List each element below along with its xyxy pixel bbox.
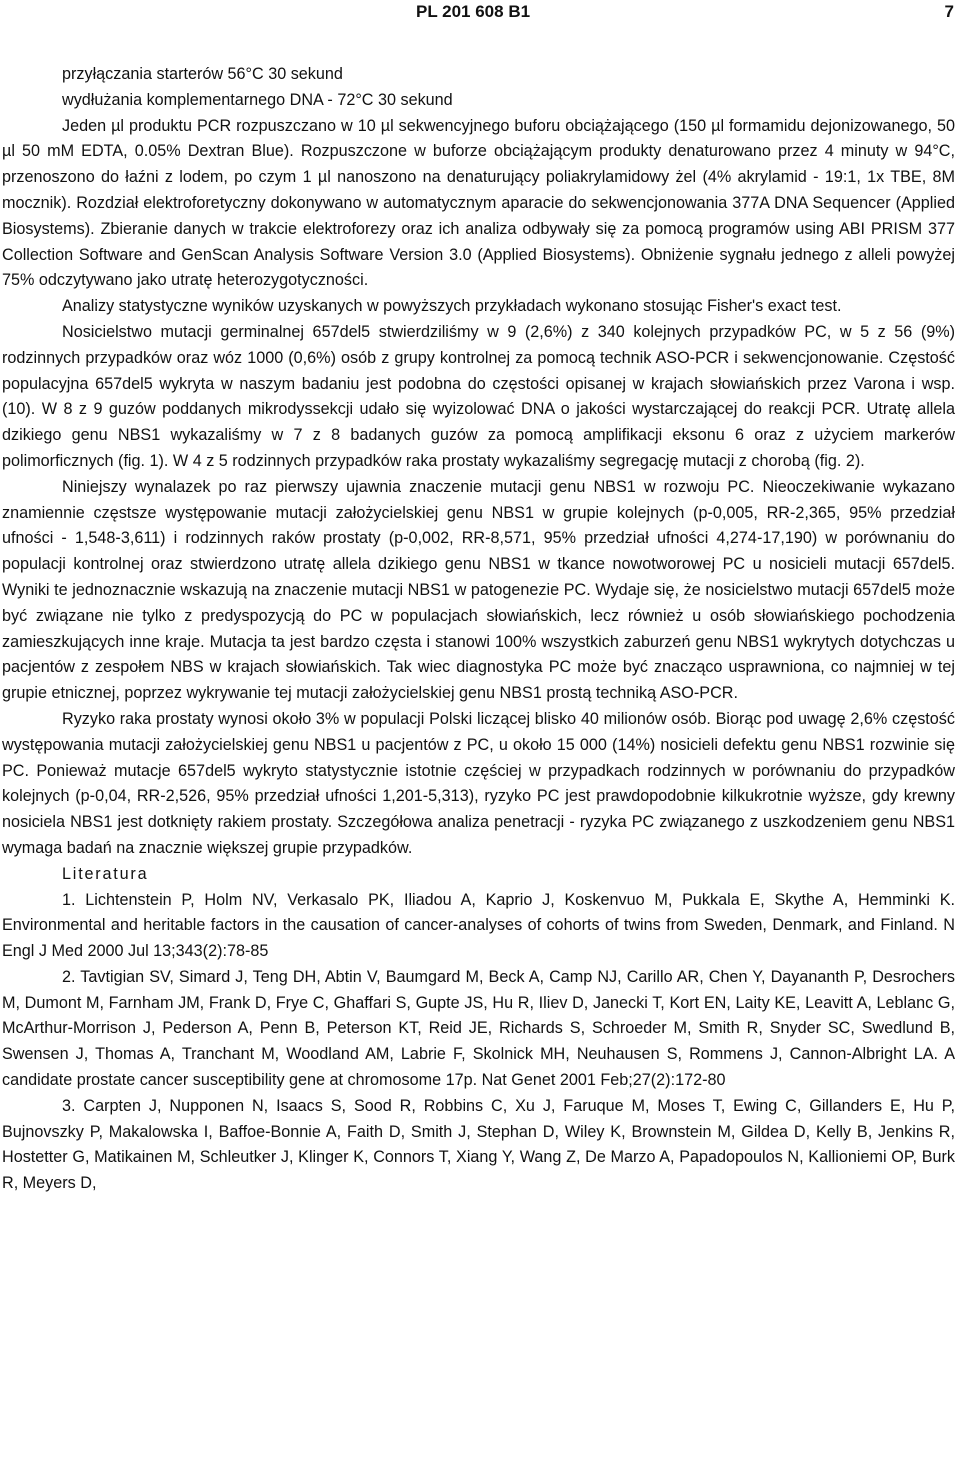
patent-number: PL 201 608 B1	[416, 2, 531, 21]
paragraph-results: Nosicielstwo mutacji germinalnej 657del5 stwierdziliśmy w 9 (2,6%) z 340 kolejnych przypadków PC, w 5 z 56 (9%) rodzinnych przypadków oraz wóz 1000 (0,6%) osób z grupy kontrolnej za pomocą technik ASO-PCR i sekwencjonowanie. Częstość populacyjna 657del5 wykryta w naszym badaniu jest podobna do częstości opisanej w krajach słowiańskich przez Varona i wsp. (10). W 8 z 9 guzów poddanych mikrodyssekcji udało się wyizolować DNA o jakości wystarczającej do reakcji PCR. Utratę allela dzikiego genu NBS1 wykazaliśmy w 7 z 8 badanych guzów za pomocą amplifikacji eksonu 6 oraz z użyciem markerów polimorficznych (fig. 1). W 4 z 5 rodzinnych przypadków raka prostaty wykazaliśmy segregację mutacji z chorobą (fig. 2).	[2, 322, 955, 470]
reference-item: 3. Carpten J, Nupponen N, Isaacs S, Sood R, Robbins C, Xu J, Faruque M, Moses T, Ewing C, Gillanders E, Hu P, Bujnovszky P, Makalowska I, Baffoe-Bonnie A, Faith D, Smith J, Stephan D, Wiley K, Brownstein M, Gildea D, Kelly B, Jenkins R, Hostetter G, Matikainen M, Schleutker J, Klinger K, Connors T, Xiang Y, Wang Z, De Marzo A, Papadopoulos N, Kallioniemi OP, Burk R, Meyers D,	[2, 1096, 955, 1193]
paragraph-sequencing-method: Jeden µl produktu PCR rozpuszczano w 10 µl sekwencyjnego buforu obciążającego (150 µl formamidu dejonizowanego, 50 µl 50 mM EDTA, 0.05% Dextran Blue). Rozpuszczone w buforze obciążającym produkty denaturowano przez 4 minuty w 94°C, przenoszono do łaźni z lodem, po czym 1 µl nanoszono na denaturujący poliakrylamidowy żel (4% akrylamid - 19:1, 1x TBE, 8M mocznik). Rozdział elektroforetyczny dokonywano w automatycznym aparacie do sekwencjonowania 377A DNA Sequencer (Applied Biosystems). Zbieranie danych w trakcie elektroforezy oraz ich analiza odbywały się za pomocą programów using ABI PRISM 377 Collection Software and GenScan Analysis Software Version 3.0 (Applied Biosystems). Obniżenie sygnału jednego z alleli powyżej 75% odczytywano jako utratę heterozygotyczności.	[2, 116, 955, 290]
document-body	[2, 62, 955, 1197]
paragraph-discussion: Niniejszy wynalazek po raz pierwszy ujawnia znaczenie mutacji genu NBS1 w rozwoju PC. Nieoczekiwanie wykazano znamiennie częstsze występowanie mutacji założycielskiej genu NBS1 w grupie kolejnych (p-0,005, RR-2,365, 95% przedział ufności - 1,548-3,611) i rodzinnych raków prostaty (p-0,002, RR-8,571, 95% przedział ufności 4,274-17,190) w porównaniu do populacji kontrolnej oraz stwierdzono utratę allela dzikiego genu NBS1 w tkance nowotworowej PC u nosicieli mutacji 657del5. Wyniki te jednoznacznie wskazują na znaczenie mutacji NBS1 w patogenezie PC. Wydaje się, że nosicielstwo mutacji 657del5 może być związane nie tylko z predyspozycją do PC w populacjach słowiańskich, lecz również u osób słowiańskiego pochodzenia zamieszkujących inne kraje. Mutacja ta jest bardzo częsta i stanowi 100% wszystkich zaburzeń genu NBS1 wykrytych dotychczas u pacjentów z zespołem NBS w krajach słowiańskich. Tak wiec diagnostyka PC może być znacząco usprawniona, co najmniej w tej grupie etnicznej, poprzez wykrywanie tej mutacji założycielskiej genu NBS1 prostą techniką ASO-PCR.	[2, 477, 955, 703]
paragraph-risk: Ryzyko raka prostaty wynosi około 3% w populacji Polski liczącej blisko 40 milionów osób. Biorąc pod uwagę 2,6% częstość występowania mutacji założycielskiej genu NBS1 u pacjentów z PC, u około 15 000 (14%) nosicieli defektu genu NBS1 rozwinie się PC. Ponieważ mutacje 657del5 wykryto statystycznie istotnie częściej w przypadkach rodzinnych w porównaniu do przypadków kolejnych (p-0,04, RR-2,526, 95% przedział ufności 1,201-5,313), ryzyko PC jest prawdopodobnie kilkukrotnie wyższe, gdy krewny nosiciela NBS1 jest dotknięty rakiem prostaty. Szczegółowa analiza penetracji - ryzyka PC związanego z uszkodzeniem genu NBS1 wymaga badań na znacznie większej grupie przypadków.	[2, 709, 955, 857]
literature-heading: Literatura	[62, 864, 149, 883]
page-number: 7	[944, 2, 954, 21]
page-header	[0, 2, 960, 28]
paragraph-annealing-step: przyłączania starterów 56°C 30 sekund	[62, 65, 343, 83]
reference-list	[2, 888, 955, 1198]
reference-item: 2. Tavtigian SV, Simard J, Teng DH, Abtin V, Baumgard M, Beck A, Camp NJ, Carillo AR, Chen Y, Dayananth P, Desrochers M, Dumont M, Farnham JM, Frank D, Frye C, Ghaffari S, Gupte JS, Hu R, Iliev D, Janecki T, Kort EN, Laity KE, Leavitt A, Leblanc G, McArthur-Morrison J, Pederson A, Penn B, Peterson KT, Reid JE, Richards S, Schroeder M, Smith R, Snyder SC, Swedlund B, Swensen J, Thomas A, Tranchant M, Woodland AM, Labrie F, Skolnick MH, Neuhausen S, Rommens J, Cannon-Albright LA. A candidate prostate cancer susceptibility gene at chromosome 17p. Nat Genet 2001 Feb;27(2):172-80	[2, 967, 955, 1090]
paragraph-extension-step: wydłużania komplementarnego DNA - 72°C 30 sekund	[62, 90, 453, 109]
reference-item: 1. Lichtenstein P, Holm NV, Verkasalo PK, Iliadou A, Kaprio J, Koskenvuo M, Pukkala E, Skythe A, Hemminki K. Environmental and heritable factors in the causation of cancer-analyses of cohorts of twins from Sweden, Denmark, and Finland. N Engl J Med 2000 Jul 13;343(2):78-85	[2, 890, 955, 961]
paragraph-statistics: Analizy statystyczne wyników uzyskanych w powyższych przykładach wykonano stosując Fisher's exact test.	[62, 297, 842, 316]
